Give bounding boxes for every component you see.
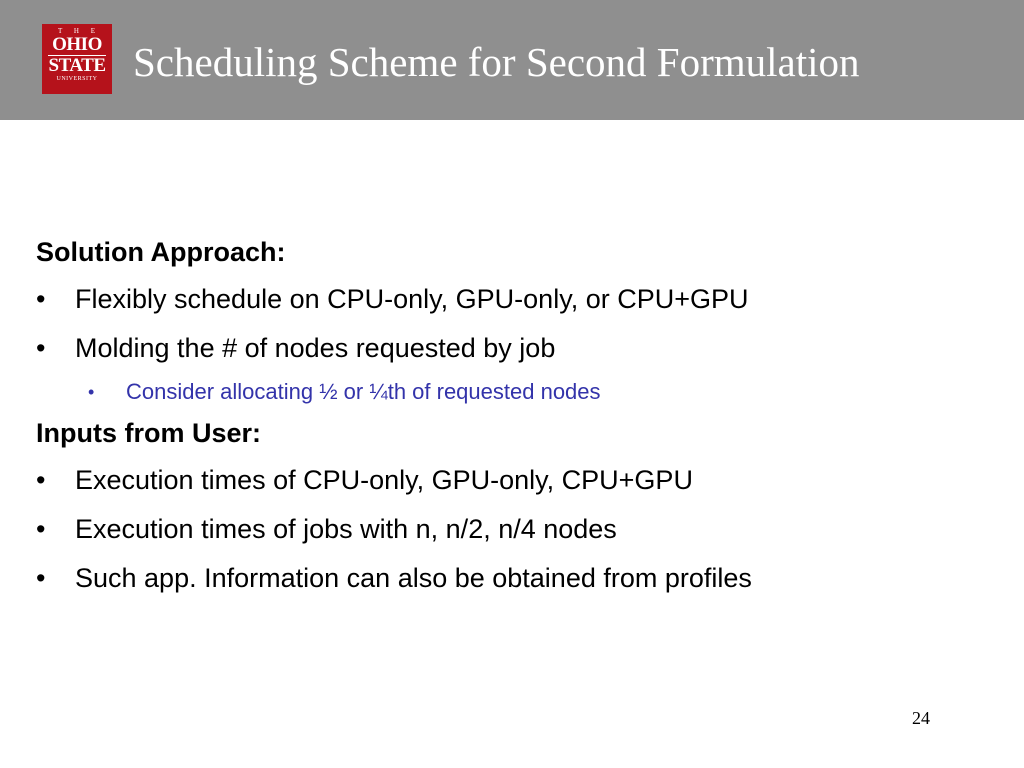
slide-body <box>36 230 996 603</box>
bullet-text: Flexibly schedule on CPU-only, GPU-only, or CPU+GPU <box>75 284 749 314</box>
logo-text-the: T H E <box>58 27 100 35</box>
bullet-item <box>36 505 996 554</box>
bullet-icon: • <box>36 465 46 495</box>
page-number: 24 <box>912 708 930 728</box>
bullet-item <box>36 554 996 603</box>
bullet-text: Execution times of CPU-only, GPU-only, CPU+GPU <box>75 465 693 495</box>
bullet-item <box>36 275 996 324</box>
sub-bullet-icon: • <box>88 382 95 402</box>
section-heading-inputs-from-user: Inputs from User: <box>36 418 262 448</box>
slide-header <box>0 0 1024 120</box>
logo-text-state: STATE <box>48 55 106 76</box>
ohio-state-logo <box>42 24 112 94</box>
logo-text-university: UNIVERSITY <box>56 76 98 82</box>
sub-bullet-item <box>36 373 996 411</box>
bullet-text: Such app. Information can also be obtained from profiles <box>75 563 752 593</box>
bullet-text: Molding the # of nodes requested by job <box>75 333 556 363</box>
logo-text-ohio: OHIO <box>52 34 102 55</box>
bullet-icon: • <box>36 514 46 544</box>
bullet-item <box>36 324 996 373</box>
bullet-item <box>36 456 996 505</box>
bullet-icon: • <box>36 284 46 314</box>
bullet-icon: • <box>36 333 46 363</box>
section-heading-solution-approach: Solution Approach: <box>36 237 286 267</box>
bullet-icon: • <box>36 563 46 593</box>
bullet-text: Execution times of jobs with n, n/2, n/4 nodes <box>75 514 617 544</box>
slide-title: Scheduling Scheme for Second Formulation <box>133 39 860 85</box>
sub-bullet-text: Consider allocating ½ or ¼th of requested nodes <box>126 379 601 404</box>
